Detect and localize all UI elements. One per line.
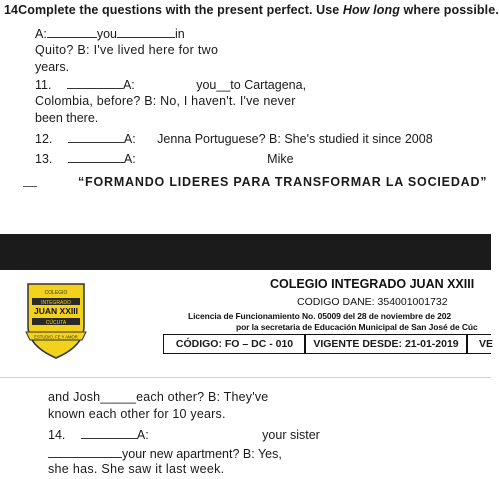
black-band [0, 234, 491, 270]
item-number: 14. [48, 428, 66, 442]
slogan-underline [23, 186, 37, 187]
item-12-line-1: 12. A: Jenna Portuguese? B: She's studied it since 2008 [35, 132, 433, 146]
answer-blank[interactable] [68, 131, 124, 143]
item-number: 11. [35, 78, 52, 92]
item-13-cont-line-1: and Josh_____each other? B: They've [48, 390, 269, 404]
school-name: COLEGIO INTEGRADO JUAN XXIII [270, 277, 475, 291]
item-10-line-2: Quito? B: I've lived here for two [35, 43, 219, 57]
item-11-line-1: 11. A: you__to Cartagena, [35, 78, 307, 92]
school-secretaria: por la secretaria de Educación Municipal de San José de Cúc [236, 322, 478, 332]
exercise-instruction: Complete the questions with the present perfect. Use [18, 3, 343, 17]
answer-blank[interactable] [48, 446, 122, 458]
answer-blank[interactable] [47, 26, 97, 38]
school-license: Licencia de Funcionamiento No. 05009 del 28 de noviembre de 202 [188, 311, 451, 321]
answer-blank[interactable] [81, 427, 137, 439]
vigente-text: VIGENTE DESDE: 21-01-2019 [313, 338, 459, 350]
logo-sub-text: CÚCUTA [45, 320, 67, 326]
school-crest-icon [20, 280, 92, 360]
vigente-box [304, 334, 468, 354]
school-slogan: “FORMANDO LIDERES PARA TRANSFORMAR LA SOCIEDAD” [78, 175, 488, 189]
item-11-line-3: been there. [35, 111, 99, 125]
codigo-box [163, 334, 306, 354]
codigo-text: CÓDIGO: FO – DC - 010 [175, 338, 294, 350]
item-10-line-1: A: you in [35, 27, 185, 41]
item-number: 13. [35, 152, 53, 166]
item-14-line-1: 14. A: your sister [48, 428, 320, 442]
version-text: VE [479, 338, 494, 350]
answer-blank[interactable] [68, 151, 124, 163]
version-box [466, 334, 494, 354]
logo-ribbon-text: ESTUDIO, FE Y AMOR [34, 334, 78, 340]
item-13-cont-line-2: known each other for 10 years. [48, 407, 226, 421]
answer-blank[interactable] [67, 77, 123, 89]
logo-top-text: COLEGIO [44, 290, 68, 296]
school-dane: CODIGO DANE: 354001001732 [297, 296, 448, 308]
logo-main-text: JUAN XXIII [34, 306, 78, 316]
exercise-number: 14 [4, 3, 19, 17]
item-10-line-3: years. [35, 60, 70, 74]
item-13-line-1: 13. A: Mike [35, 152, 294, 166]
item-14-line-3: she has. She saw it last week. [48, 462, 225, 476]
item-14-line-2: your new apartment? B: Yes, [48, 446, 282, 462]
logo-band-text: INTEGRADO [41, 300, 71, 306]
banner-divider [0, 377, 491, 378]
answer-blank[interactable] [117, 26, 175, 38]
school-logo [20, 280, 92, 360]
item-11-line-2: Colombia, before? B: No, I haven't. I've never [35, 94, 296, 108]
item-number: 12. [35, 132, 53, 146]
exercise-heading [4, 3, 499, 17]
exercise-instruction-tail: where possible. [399, 3, 499, 17]
exercise-emphasis: How long [342, 3, 400, 17]
